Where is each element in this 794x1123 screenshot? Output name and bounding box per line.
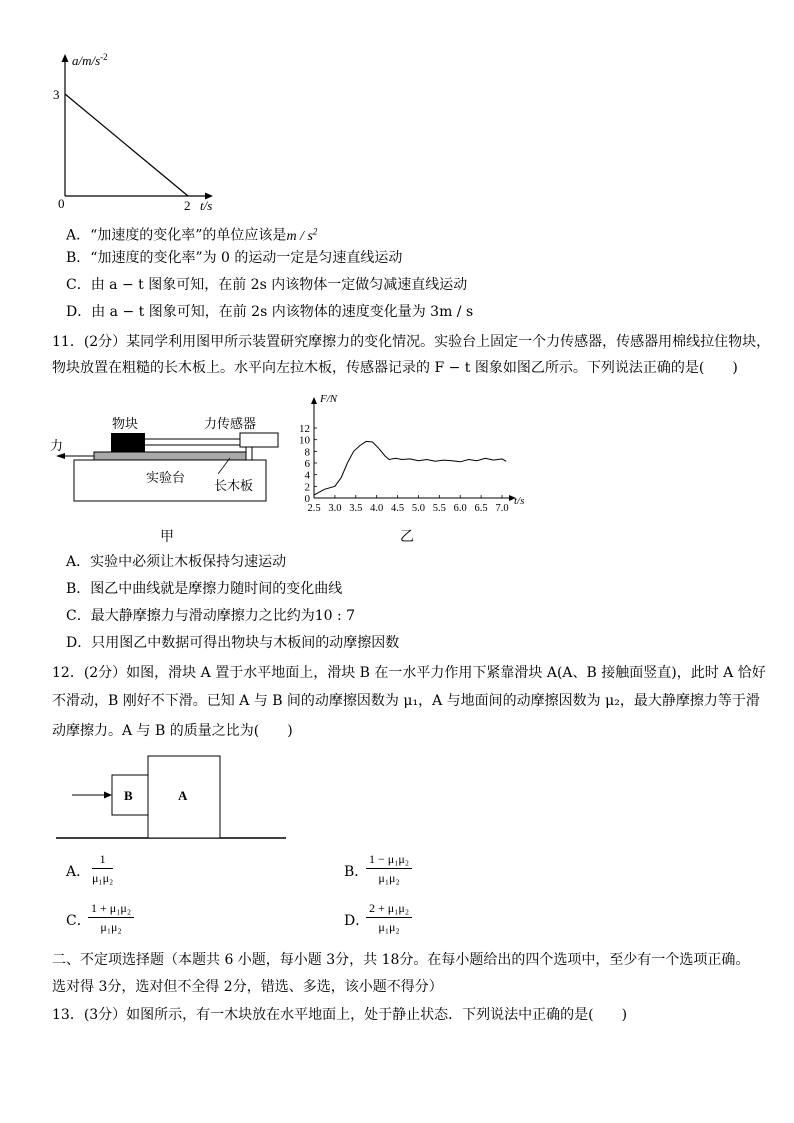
figure-jia-caption: 甲 bbox=[160, 529, 174, 545]
block-a-label: A bbox=[178, 788, 188, 803]
block bbox=[111, 433, 145, 452]
a-t-line bbox=[65, 94, 188, 196]
q12-option-d-fraction bbox=[366, 901, 412, 935]
ft-y-arrow bbox=[311, 397, 317, 404]
q12-option-d-denominator: μ₁μ₂ bbox=[378, 920, 400, 934]
q12-option-c-denominator: μ₁μ₂ bbox=[100, 920, 122, 934]
a-t-y-tick: 3 bbox=[53, 87, 60, 102]
ft-x-axis-label: t/s bbox=[514, 495, 525, 507]
figure-blocks-ab bbox=[54, 754, 290, 842]
q10-option-b: B．“加速度的变化率”为 0 的运动一定是匀速直线运动 bbox=[66, 250, 403, 266]
a-t-y-label: $a/m/s^{-2}$ bbox=[72, 52, 108, 68]
ft-curve bbox=[314, 441, 506, 495]
q12-stem-line2: 不滑动，B 刚好不下滑。已知 A 与 B 间的动摩擦因数为 μ₁，A 与地面间的动摩擦因数为 μ₂，最大静摩擦力等于滑 bbox=[52, 693, 760, 709]
q10-option-c: C．由 a − t 图象可知，在前 2s 内该物体一定做匀减速直线运动 bbox=[66, 277, 468, 293]
q12-option-a-fraction bbox=[92, 852, 113, 886]
q12-option-d-numerator: 2 + μ₁μ₂ bbox=[366, 901, 412, 918]
ft-x-tick-label: 3.5 bbox=[349, 503, 363, 514]
force-sensor bbox=[240, 433, 278, 447]
q11-option-b: B．图乙中曲线就是摩擦力随时间的变化曲线 bbox=[66, 581, 343, 597]
q12-option-a-numerator: 1 bbox=[92, 852, 113, 869]
ft-y-tick-label: 0 bbox=[304, 493, 310, 505]
q12-option-c-fraction bbox=[88, 901, 134, 935]
ft-x-tick-label: 6.5 bbox=[474, 503, 488, 514]
q10-option-a-unit: m / $s^2$ bbox=[286, 226, 318, 244]
ft-x-tick-label: 4.0 bbox=[370, 503, 384, 514]
ft-x-tick-label: 5.5 bbox=[432, 503, 446, 514]
sensor-label: 力传感器 bbox=[204, 416, 257, 431]
a-t-y-arrow bbox=[62, 54, 69, 62]
section2-instructions-line2: 选对得 3分，选对但不全得 2分，错选、多选，该小题不得分） bbox=[52, 979, 443, 995]
q12-option-d-label: D． bbox=[344, 913, 370, 929]
q11-stem-line2: 物块放置在粗糙的长木板上。水平向左拉木板，传感器记录的 F − t 图象如图乙所示。下列说法正确的是( ) bbox=[52, 360, 738, 376]
a-t-origin: 0 bbox=[58, 196, 65, 211]
q12-option-b-label: B． bbox=[344, 864, 369, 880]
board-label: 长木板 bbox=[214, 478, 254, 493]
ft-y-tick-label: 12 bbox=[299, 423, 310, 435]
long-board bbox=[94, 452, 246, 460]
ft-y-tick-label: 4 bbox=[304, 469, 310, 482]
q12-stem-line3: 动摩擦力。A 与 B 的质量之比为( ) bbox=[52, 723, 293, 739]
q10-option-a bbox=[66, 222, 317, 246]
block-b-label: B bbox=[124, 788, 133, 803]
q11-option-c: C．最大静摩擦力与滑动摩擦力之比约为10 : 7 bbox=[66, 608, 356, 624]
section2-instructions-line1: 二、不定项选择题（本题共 6 小题，每小题 3分，共 18分。在每小题给出的四个选项中，至少有一个选项正确。 bbox=[52, 952, 750, 968]
q12-stem-line1: 12．(2分）如图，滑块 A 置于水平地面上，滑块 B 在一水平力作用下紧靠滑块 A(A、B 接触面竖直)，此时 A 恰好 bbox=[52, 665, 766, 681]
q12-option-b-numerator: 1 − μ₁μ₂ bbox=[366, 852, 412, 869]
q12-option-a-denominator: μ₁μ₂ bbox=[92, 871, 114, 885]
sensor-post bbox=[246, 447, 252, 460]
pull-arrow bbox=[56, 453, 65, 459]
ft-x-tick-label: 3.0 bbox=[328, 503, 342, 514]
a-t-x-tick: 2 bbox=[184, 198, 191, 213]
ft-y-tick-label: 8 bbox=[304, 446, 310, 459]
ft-y-tick-label: 6 bbox=[304, 458, 310, 470]
push-arrow bbox=[104, 792, 112, 799]
q13-stem-line1: 13．(3分）如图所示，有一木块放在水平地面上，处于静止状态．下列说法中正确的是( ) bbox=[52, 1007, 628, 1023]
ft-x-tick-label: 7.0 bbox=[495, 503, 509, 514]
figure-jia-apparatus bbox=[50, 408, 290, 508]
ft-x-tick-label: 6.0 bbox=[453, 503, 467, 514]
q11-option-a: A．实验中必须让木板保持匀速运动 bbox=[66, 554, 287, 570]
q10-option-a-text: A．“加速度的变化率”的单位应该是 bbox=[66, 227, 287, 244]
q10-option-d: D．由 a − t 图象可知，在前 2s 内该物体的速度变化量为 3m / s bbox=[66, 304, 474, 320]
q11-stem-line1: 11．(2分）某同学利用图甲所示装置研究摩擦力的变化情况。实验台上固定一个力传感器，传感器用棉线拉住物块， bbox=[52, 334, 771, 350]
ft-x-tick-label: 4.5 bbox=[390, 503, 405, 514]
ft-y-tick-label: 10 bbox=[299, 434, 310, 447]
q12-option-a-label: A． bbox=[66, 864, 91, 880]
a-t-graph bbox=[48, 48, 228, 218]
a-t-x-label: t/s bbox=[200, 198, 213, 213]
table-label: 实验台 bbox=[146, 470, 186, 485]
force-label: 力 bbox=[50, 438, 64, 453]
ft-y-axis-label: F/N bbox=[320, 393, 338, 405]
q12-option-c-numerator: 1 + μ₁μ₂ bbox=[88, 901, 134, 918]
ft-x-tick-label: 2.5 bbox=[307, 503, 321, 514]
q12-option-c-label: C． bbox=[66, 913, 91, 929]
q12-option-b-fraction bbox=[366, 852, 412, 886]
figure-yi-ft-chart bbox=[288, 388, 536, 518]
ft-x-tick-label: 5.0 bbox=[411, 503, 426, 514]
block-label: 物块 bbox=[112, 416, 139, 431]
q12-option-b-denominator: μ₁μ₂ bbox=[378, 871, 400, 885]
q11-option-d: D．只用图乙中数据可得出物块与木板间的动摩擦因数 bbox=[66, 635, 400, 651]
ft-y-tick-label: 2 bbox=[304, 481, 310, 494]
figure-yi-caption: 乙 bbox=[400, 529, 414, 545]
